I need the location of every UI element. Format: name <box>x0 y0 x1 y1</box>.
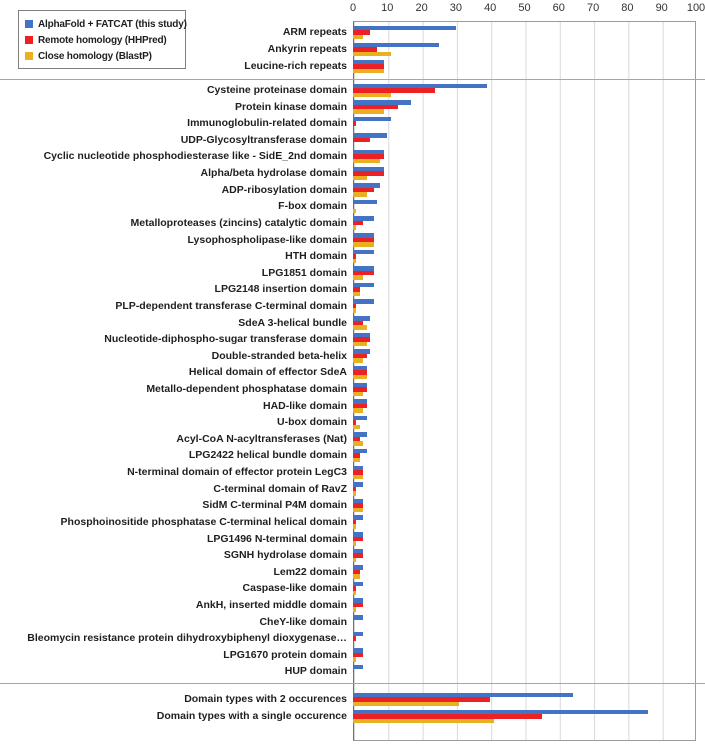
bar-group <box>353 549 696 563</box>
bar-blastp <box>353 325 367 330</box>
bar-group <box>353 565 696 579</box>
category-label: Metallo-dependent phosphatase domain <box>146 384 347 395</box>
bar-blastp <box>353 242 374 247</box>
category-row <box>0 99 705 116</box>
bar-blastp <box>353 475 363 480</box>
bar-blastp <box>353 292 360 297</box>
category-row <box>0 614 705 631</box>
bar-group <box>353 598 696 612</box>
bar-group <box>353 117 696 131</box>
legend-swatch-icon <box>25 36 33 44</box>
bar-blastp <box>353 508 363 513</box>
section-domain-types <box>0 80 705 682</box>
bar-blastp <box>353 574 360 579</box>
category-label: Metalloproteases (zincins) catalytic domain <box>130 217 347 229</box>
bar-blastp <box>353 392 363 397</box>
x-axis-tick: 0 <box>349 2 357 14</box>
bar-group <box>353 26 696 40</box>
category-row <box>0 414 705 431</box>
category-row <box>0 364 705 381</box>
legend-item-alphafold <box>25 16 187 32</box>
bar-group <box>353 416 696 430</box>
category-row <box>0 597 705 614</box>
bar-group <box>353 515 696 529</box>
category-row <box>0 398 705 415</box>
category-row <box>0 481 705 498</box>
bar-group <box>353 532 696 546</box>
bar-blastp <box>353 109 384 114</box>
category-label: AnkH, inserted middle domain <box>195 599 347 611</box>
bar-group <box>353 615 696 629</box>
category-label: Alpha/beta hydrolase domain <box>200 168 347 179</box>
legend-label: Remote homology (HHPred) <box>38 34 167 46</box>
bar-blastp <box>353 408 363 413</box>
category-label: Acyl-CoA N-acyltransferases (Nat) <box>176 433 347 445</box>
category-row <box>0 630 705 647</box>
category-row <box>0 514 705 531</box>
category-label: ADP-ribosylation domain <box>221 184 347 196</box>
category-label: ARM repeats <box>282 27 347 38</box>
category-row <box>0 547 705 564</box>
bar-blastp <box>353 209 356 214</box>
category-row <box>0 348 705 365</box>
category-label: UDP-Glycosyltransferase domain <box>180 134 347 146</box>
bar-group <box>353 333 696 347</box>
category-label: HUP domain <box>284 666 347 677</box>
bar-hhpred <box>353 138 370 143</box>
bar-group <box>353 250 696 264</box>
bar-blastp <box>353 35 363 40</box>
bar-group <box>353 60 696 74</box>
bar-blastp <box>353 425 360 430</box>
legend-label: AlphaFold + FATCAT (this study) <box>38 18 187 30</box>
bar-blastp <box>353 176 367 181</box>
category-label: Protein kinase domain <box>234 101 347 113</box>
category-label: CheY-like domain <box>259 616 347 628</box>
category-label: Helical domain of effector SdeA <box>188 367 347 378</box>
category-row <box>0 165 705 182</box>
category-label: PLP-dependent transferase C-terminal domain <box>115 300 347 312</box>
bar-group <box>353 150 696 164</box>
bar-group <box>353 233 696 247</box>
bar-blastp <box>353 719 494 724</box>
category-row <box>0 115 705 132</box>
category-row <box>0 708 705 725</box>
bar-blastp <box>353 358 363 363</box>
bar-blastp <box>353 275 363 280</box>
bar-hhpred <box>353 636 356 641</box>
category-label: Lysophospholipase-like domain <box>187 234 347 246</box>
category-label: Phosphoinositide phosphatase C-terminal helical domain <box>60 516 347 528</box>
category-row <box>0 564 705 581</box>
bar-blastp <box>353 192 367 197</box>
bar-blastp <box>353 491 356 496</box>
bar-group <box>353 216 696 230</box>
bar-group <box>353 366 696 380</box>
x-axis-tick: 40 <box>484 2 497 14</box>
bar-group <box>353 693 696 707</box>
bar-blastp <box>353 159 380 164</box>
bar-group <box>353 710 696 724</box>
bar-alphafold-fatcat <box>353 615 363 620</box>
x-axis-tick: 100 <box>686 2 705 14</box>
legend-label: Close homology (BlastP) <box>38 50 152 62</box>
legend <box>18 10 186 69</box>
bar-group <box>353 449 696 463</box>
category-label: Domain types with a single occurence <box>156 711 347 722</box>
category-label: HAD-like domain <box>262 400 347 412</box>
bar-blastp <box>353 657 356 662</box>
section-occurrence-summary <box>0 684 705 740</box>
category-row <box>0 82 705 99</box>
bar-group <box>353 499 696 513</box>
bar-blastp <box>353 52 391 57</box>
category-label: SidM C-terminal P4M domain <box>202 500 347 511</box>
category-row <box>0 447 705 464</box>
category-row <box>0 231 705 248</box>
category-label: LPG2422 helical bundle domain <box>188 450 347 461</box>
bar-blastp <box>353 702 459 707</box>
bar-blastp <box>353 558 356 563</box>
bar-blastp <box>353 93 391 98</box>
bar-blastp <box>353 591 356 596</box>
category-row <box>0 381 705 398</box>
legend-swatch-icon <box>25 52 33 60</box>
bar-group <box>353 399 696 413</box>
category-row <box>0 265 705 282</box>
bar-blastp <box>353 375 367 380</box>
bar-blastp <box>353 342 367 347</box>
category-row <box>0 281 705 298</box>
bar-blastp <box>353 308 356 313</box>
category-row <box>0 215 705 232</box>
category-label: F-box domain <box>278 201 347 212</box>
bar-blastp <box>353 441 363 446</box>
category-row <box>0 298 705 315</box>
category-label: Nucleotide-diphospho-sugar transferase domain <box>104 334 347 345</box>
category-label: Immunoglobulin-related domain <box>187 118 347 129</box>
category-row <box>0 248 705 265</box>
category-row <box>0 580 705 597</box>
category-row <box>0 148 705 165</box>
bar-alphafold-fatcat <box>353 665 363 670</box>
bar-group <box>353 665 696 679</box>
legend-swatch-icon <box>25 20 33 28</box>
bar-blastp <box>353 225 356 230</box>
bar-blastp <box>353 607 356 612</box>
category-label: Caspase-like domain <box>242 583 347 594</box>
category-row <box>0 198 705 215</box>
bar-group <box>353 283 696 297</box>
bar-alphafold-fatcat <box>353 200 377 205</box>
bar-group <box>353 466 696 480</box>
category-row <box>0 530 705 547</box>
bar-group <box>353 482 696 496</box>
bar-group <box>353 133 696 147</box>
category-label: Domain types with 2 occurences <box>184 694 347 705</box>
category-row <box>0 315 705 332</box>
bar-group <box>353 632 696 646</box>
x-axis-tick: 80 <box>621 2 634 14</box>
category-label: U-box domain <box>277 417 347 428</box>
category-label: Bleomycin resistance protein dihydroxybiphenyl dioxygenase… <box>27 633 347 644</box>
category-label: Leucine-rich repeats <box>244 61 347 72</box>
category-label: C-terminal domain of RavZ <box>213 483 347 495</box>
bar-group <box>353 316 696 330</box>
bar-hhpred <box>353 121 356 126</box>
category-label: N-terminal domain of effector protein LegC3 <box>127 467 347 478</box>
category-row <box>0 132 705 149</box>
category-row <box>0 647 705 664</box>
category-label: Cyclic nucleotide phosphodiesterase like - SidE_2nd domain <box>43 151 347 162</box>
category-label: LPG1496 N-terminal domain <box>206 533 347 544</box>
bar-group <box>353 648 696 662</box>
bar-group <box>353 432 696 446</box>
category-label: SdeA 3-helical bundle <box>238 317 347 329</box>
category-row <box>0 464 705 481</box>
bar-group <box>353 299 696 313</box>
category-label: LPG1851 domain <box>261 267 347 279</box>
category-row <box>0 663 705 680</box>
category-row <box>0 431 705 448</box>
category-row <box>0 331 705 348</box>
bar-blastp <box>353 541 356 546</box>
category-row <box>0 497 705 514</box>
bar-group <box>353 582 696 596</box>
bar-group <box>353 200 696 214</box>
bar-group <box>353 100 696 114</box>
bar-group <box>353 266 696 280</box>
bar-group <box>353 84 696 98</box>
category-label: Double-stranded beta-helix <box>211 350 347 362</box>
category-row <box>0 182 705 199</box>
bar-group <box>353 349 696 363</box>
x-axis-tick: 60 <box>552 2 565 14</box>
category-label: Lem22 domain <box>273 566 347 578</box>
category-label: LPG2148 insertion domain <box>214 284 347 295</box>
x-axis-tick: 90 <box>655 2 668 14</box>
x-axis-tick: 70 <box>586 2 600 14</box>
category-row <box>0 691 705 708</box>
category-label: SGNH hydrolase domain <box>223 550 347 561</box>
x-axis-tick: 10 <box>381 2 394 14</box>
bar-group <box>353 167 696 181</box>
bar-blastp <box>353 69 384 74</box>
category-label: LPG1670 protein domain <box>223 649 347 661</box>
legend-item-hhpred <box>25 32 181 48</box>
x-axis-tick: 30 <box>449 2 463 14</box>
bar-alphafold-fatcat <box>353 117 391 122</box>
bar-blastp <box>353 524 356 529</box>
bar-group <box>353 383 696 397</box>
bar-group <box>353 183 696 197</box>
x-axis-tick: 20 <box>415 2 428 14</box>
category-label: Ankyrin repeats <box>267 44 347 55</box>
bar-group <box>353 43 696 57</box>
bar-blastp <box>353 259 356 264</box>
x-axis-tick: 50 <box>518 2 531 14</box>
bar-blastp <box>353 458 360 463</box>
category-label: HTH domain <box>285 251 347 262</box>
category-label: Cysteine proteinase domain <box>206 85 347 96</box>
legend-item-blastp <box>25 48 181 64</box>
